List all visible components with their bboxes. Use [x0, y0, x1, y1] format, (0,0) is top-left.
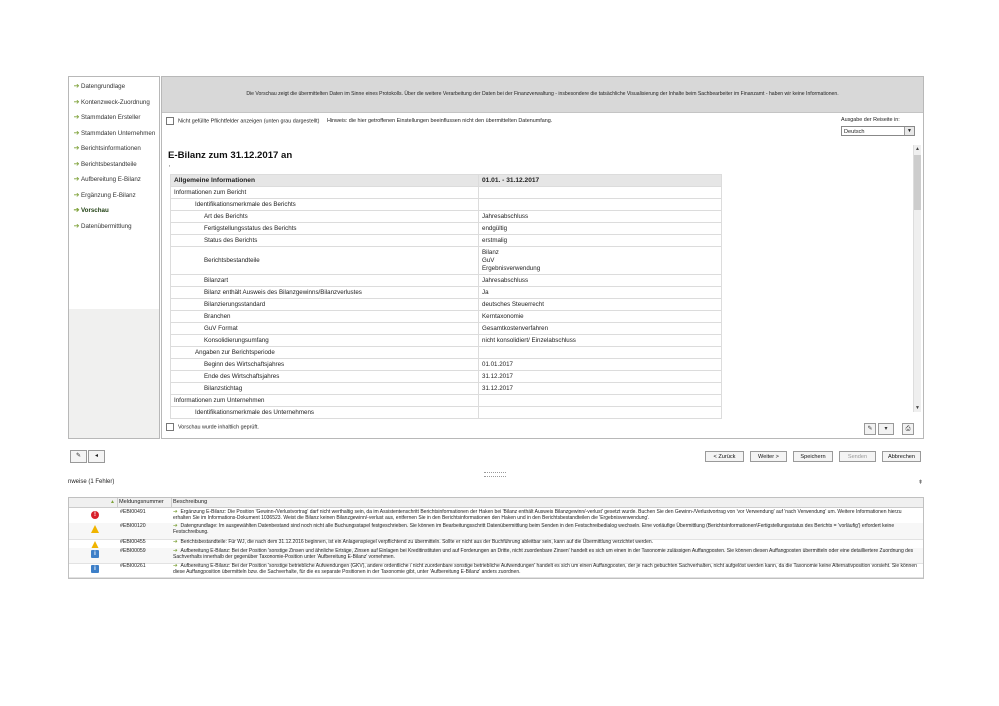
message-code: #EBI00261 — [120, 563, 146, 569]
row-label: Angaben zur Berichtsperiode — [171, 347, 479, 359]
sidebar-item-label: Stammdaten Ersteller — [81, 114, 141, 121]
arrow-right-icon: ➔ — [173, 539, 178, 545]
notes-icon[interactable]: ✎ — [70, 450, 87, 463]
row-value: Gesamtkostenverfahren — [479, 323, 722, 335]
table-row — [171, 311, 722, 323]
warning-triangle-icon — [91, 525, 99, 533]
message-row[interactable] — [69, 548, 923, 564]
row-label: Art des Berichts — [171, 211, 479, 223]
row-value: deutsches Steuerrecht — [479, 299, 722, 311]
sidebar-item[interactable] — [69, 127, 155, 141]
sidebar-item[interactable] — [69, 111, 141, 125]
arrow-right-icon: ➔ — [73, 192, 80, 199]
scroll-thumb[interactable] — [914, 155, 921, 210]
row-value: 01.01.2017 — [479, 359, 722, 371]
arrow-right-icon: ➔ — [73, 145, 80, 152]
chevron-down-icon[interactable]: ▼ — [904, 127, 914, 135]
message-description — [173, 548, 919, 560]
show-required-label: Nicht gefüllte Pflichtfelder anzeigen (unten grau dargestellt) — [178, 118, 320, 125]
cancel-button[interactable]: Abbrechen — [882, 451, 921, 462]
table-row — [171, 359, 722, 371]
row-value — [479, 347, 722, 359]
scroll-up-icon[interactable]: ▲ — [915, 146, 920, 152]
scroll-down-icon[interactable]: ▼ — [915, 405, 920, 411]
row-value: Kerntaxonomie — [479, 311, 722, 323]
code-column-header[interactable]: Meldungsnummer — [117, 498, 172, 507]
table-row — [171, 371, 722, 383]
row-label: Branchen — [171, 311, 479, 323]
navigation-background — [69, 309, 159, 438]
table-row — [171, 395, 722, 407]
table-row — [171, 335, 722, 347]
error-circle-icon: ! — [91, 511, 99, 519]
message-row[interactable] — [69, 563, 923, 578]
message-text: Berichtsbestandteile: Für WJ, die nach dem 31.12.2016 beginnen, ist ein Anlagenspiegel verpflichtend zu übermitteln. Sollte er nicht aus der Buchführung ableitbar sein, kann auf die Übermittlung verzichtet werden. — [180, 539, 654, 545]
arrow-right-icon: ➔ — [73, 130, 80, 137]
sidebar-item[interactable] — [69, 220, 132, 234]
pane-splitter[interactable] — [484, 472, 506, 477]
preview-checked-label: Vorschau wurde inhaltlich geprüft. — [178, 424, 259, 431]
message-text: Aufbereitung E-Bilanz: Bei der Position 'sonstige betriebliche Aufwendungen (GKV), andere ordentliche / nicht zuordenbare sonstige betriebliche Aufwendungen' handelt es sich um einen Auffangposten, der je nach gebuchten Sachverhalten, nicht aufgelöst werden kann, da die Taxonomie keine Alternativposition vorsieht. Sie können diese Auffangposition übermitteln bzw. die Sachverhalte, für die es separate Positionen in der Taxonomie gibt, unter 'Aufbereitung E-Bilanz' anders zuordnen. — [173, 563, 917, 575]
save-button[interactable]: Speichern — [793, 451, 833, 462]
message-code: #EBI00120 — [120, 523, 146, 529]
sidebar-item[interactable] — [69, 142, 141, 156]
print-icon[interactable]: ⎙ — [902, 423, 914, 435]
table-row — [171, 275, 722, 287]
main-panel — [161, 76, 924, 439]
back-button[interactable]: < Zurück — [705, 451, 744, 462]
row-label: Ende des Wirtschaftsjahres — [171, 371, 479, 383]
sidebar-item[interactable] — [69, 158, 137, 172]
message-code: #EBI00491 — [120, 509, 146, 515]
row-label: Berichtsbestandteile — [171, 247, 479, 275]
header-col-label: Allgemeine Informationen — [171, 175, 479, 187]
header-col-period: 01.01. - 31.12.2017 — [479, 175, 722, 187]
row-label: Informationen zum Unternehmen — [171, 395, 479, 407]
sidebar-item-label: Kontenzweck-Zuordnung — [81, 99, 150, 106]
pin-icon[interactable]: ⇞ — [918, 480, 924, 486]
sidebar-item-label: Berichtsinformationen — [81, 145, 141, 152]
table-row — [171, 223, 722, 235]
table-row — [171, 287, 722, 299]
row-label: Identifikationsmerkmale des Unternehmens — [171, 407, 479, 419]
sidebar-item[interactable] — [69, 204, 109, 218]
message-text: Ergänzung E-Bilanz: Die Position 'Gewinn-/Verlustvortrag' darf nicht werthaltig sein, da im Assistentenschritt Berichtsinformationen der Haken bei 'Bilanz enthält Ausweis Bilanzgewinn/-verlust' gesetzt wurde. Buchen Sie den Gewinn-/Verlustvortrag von 'vor Verwendung' auf 'nach Verwendung' um. Weitere Informationen hierzu erhalten Sie im Informations-Dokument 1036523. Weist die Bilanz keinen Bilanzgewinn/-verlust aus, entfernen Sie in den Berichtsinformationen den Haken und in den Berichtsbestandteilen die 'Ergebnisverwendung'. — [173, 509, 902, 521]
row-value — [479, 187, 722, 199]
arrow-right-icon: ➔ — [173, 548, 178, 554]
arrow-right-icon: ➔ — [73, 161, 80, 168]
document-mark: ‚ — [169, 162, 171, 168]
row-value: 31.12.2017 — [479, 371, 722, 383]
edit-icon[interactable]: ✎ — [864, 423, 876, 435]
row-value — [479, 199, 722, 211]
vertical-scrollbar[interactable] — [913, 145, 921, 412]
show-required-checkbox[interactable] — [166, 117, 174, 125]
arrow-right-icon: ➔ — [73, 176, 80, 183]
arrow-right-icon: ➔ — [173, 523, 178, 529]
table-row — [171, 383, 722, 395]
arrow-right-icon: ➔ — [73, 83, 80, 90]
row-value — [479, 407, 722, 419]
row-value: Ja — [479, 287, 722, 299]
description-column-header[interactable]: Beschreibung — [173, 499, 208, 505]
message-description — [173, 539, 919, 545]
language-label: Ausgabe der Reiseite in: — [841, 117, 900, 123]
messages-header — [69, 498, 923, 508]
row-label: Beginn des Wirtschaftsjahres — [171, 359, 479, 371]
message-text: Aufbereitung E-Bilanz: Bei der Position 'sonstige Zinsen und ähnliche Erträge, Zinsen auf Einlagen bei Kreditinstituten und auf Forderungen an Dritte, nicht zuordenbare Zinsen' handelt es sich um einen in der Taxonomie zulässigen Auffangposten. Sie können diesen Auffangposten übermitteln oder eine detailliertere Zuordnung des Sachverhalts innerhalb der gegenüber Taxonomie-Position unter 'Aufbereitung E-Bilanz' vornehmen. — [173, 548, 914, 560]
row-value: nicht konsolidiert/ Einzelabschluss — [479, 335, 722, 347]
arrow-right-icon: ➔ — [73, 114, 80, 121]
message-description — [173, 523, 919, 535]
message-row[interactable] — [69, 509, 923, 524]
message-code: #EBI00059 — [120, 548, 146, 554]
table-row — [171, 211, 722, 223]
send-button[interactable]: Senden — [839, 451, 876, 462]
info-banner — [162, 77, 923, 113]
next-button[interactable]: Weiter > — [750, 451, 787, 462]
row-label: GuV Format — [171, 323, 479, 335]
sidebar-item[interactable] — [69, 173, 141, 187]
row-value: Jahresabschluss — [479, 211, 722, 223]
table-row — [171, 235, 722, 247]
arrow-right-icon: ➔ — [73, 207, 80, 214]
sidebar-item-label: Datengrundlage — [81, 83, 126, 90]
banner-text: Die Vorschau zeigt die übermittelten Daten im Sinne eines Protokolls. Über die weitere Verarbeitung der Daten bei der Finanzverwaltung - insbesondere die tatsächliche Visualisierung der Inhalte beim Sachbearbeiter im Finanzamt - haben wir keine Informationen. — [246, 91, 839, 97]
row-label: Konsolidierungsumfang — [171, 335, 479, 347]
row-label: Bilanz enthält Ausweis des Bilanzgewinns/Bilanzverlustes — [171, 287, 479, 299]
row-label: Fertigstellungsstatus des Berichts — [171, 223, 479, 235]
arrow-right-icon: ➔ — [73, 99, 80, 106]
table-row — [171, 299, 722, 311]
row-label: Bilanzstichtag — [171, 383, 479, 395]
table-row — [171, 199, 722, 211]
message-code: #EBI00455 — [120, 539, 146, 545]
row-label: Identifikationsmerkmale des Berichts — [171, 199, 479, 211]
table-row — [171, 247, 722, 275]
sidebar-item[interactable] — [69, 189, 136, 203]
sidebar-item[interactable] — [69, 96, 150, 110]
type-column-header[interactable]: ▲ — [69, 498, 118, 507]
preview-checked-checkbox[interactable] — [166, 423, 174, 431]
table-row — [171, 407, 722, 419]
table-row — [171, 323, 722, 335]
message-row[interactable] — [69, 523, 923, 540]
wizard-navigation — [68, 76, 160, 439]
sidebar-item-label: Ergänzung E-Bilanz — [81, 192, 136, 199]
row-value: erstmalig — [479, 235, 722, 247]
sidebar-item[interactable] — [69, 80, 125, 94]
language-value: Deutsch — [844, 129, 865, 135]
messages-list — [68, 497, 924, 579]
table-header — [171, 175, 722, 187]
row-value: endgültig — [479, 223, 722, 235]
message-description — [173, 563, 919, 575]
table-row — [171, 347, 722, 359]
info-icon: i — [91, 550, 99, 558]
message-text: Datengrundlage: Im ausgewählten Datenbestand sind noch nicht alle Buchungsstapel festgeschrieben. Sie können im Bearbeitungsschritt Datenübermittlung beim Senden in den Festschreibedialog wechseln. Eine vorläufige Übermittlung (Berichtsinformationen\Fertigstellungsstatus des Berichts = 'vorläufig') erfordert keine Festschreibung. — [173, 523, 895, 535]
row-label: Bilanzart — [171, 275, 479, 287]
row-value: 31.12.2017 — [479, 383, 722, 395]
row-value: Bilanz GuV Ergebnisverwendung — [479, 247, 722, 275]
save-disk-icon[interactable]: ▾ — [878, 423, 894, 435]
info-icon: i — [91, 565, 99, 573]
arrow-right-icon: ➔ — [73, 223, 80, 230]
row-label: Status des Berichts — [171, 235, 479, 247]
document-title: E-Bilanz zum 31.12.2017 an — [168, 150, 293, 161]
arrow-right-icon: ➔ — [173, 509, 178, 515]
options-row — [166, 117, 552, 125]
messages-title: nweise (1 Fehler) — [68, 479, 115, 485]
row-value — [479, 395, 722, 407]
arrow-right-icon: ➔ — [173, 563, 178, 569]
sidebar-item-label: Aufbereitung E-Bilanz — [81, 176, 141, 183]
general-info-table — [170, 174, 722, 419]
language-select[interactable] — [841, 126, 915, 136]
sidebar-item-label: Berichtsbestandteile — [81, 161, 137, 168]
table-row — [171, 187, 722, 199]
row-label: Bilanzierungsstandard — [171, 299, 479, 311]
options-hint: Hinweis: die hier getroffenen Einstellungen beeinflussen nicht den übermittelten Datenumfang. — [326, 118, 553, 125]
preview-checked-row — [166, 423, 259, 431]
message-description — [173, 509, 919, 521]
row-label: Informationen zum Bericht — [171, 187, 479, 199]
sidebar-item-label: Stammdaten Unternehmen — [81, 130, 156, 137]
sidebar-item-label: Datenübermittlung — [81, 223, 132, 230]
collapse-icon[interactable]: ◂ — [88, 450, 105, 463]
sidebar-item-label: Vorschau — [81, 207, 109, 214]
preview-document — [166, 145, 910, 416]
row-value: Jahresabschluss — [479, 275, 722, 287]
